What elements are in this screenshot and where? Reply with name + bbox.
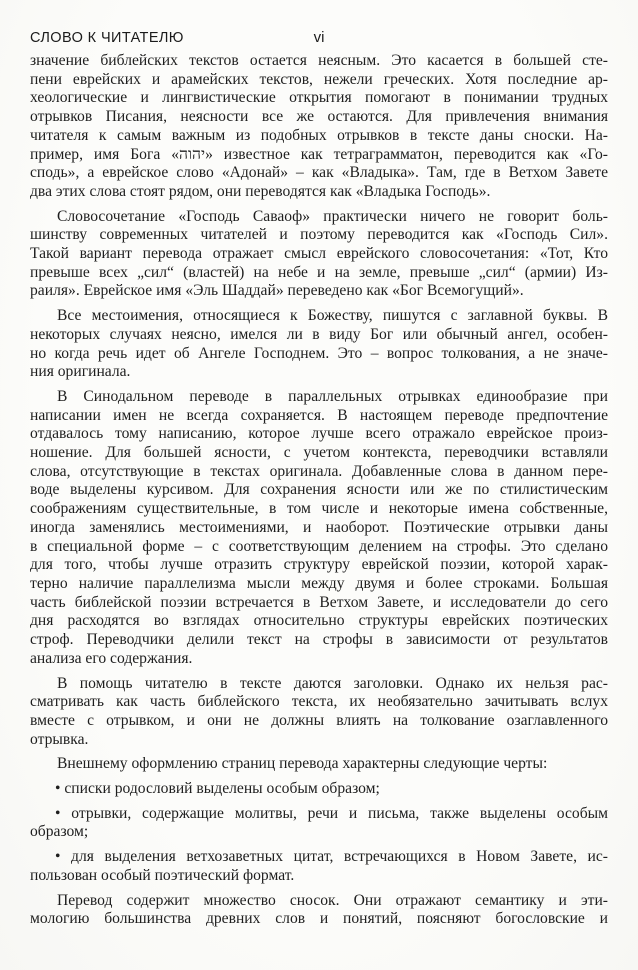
text-line: Внешнему оформлению страниц перевода характерны следующие черты:	[57, 755, 548, 773]
text-line: сподь», а еврейское слово «Адонай» – как «Владыка». Там, где в Ветхом Завете	[30, 164, 608, 182]
text-line: Такой вариант перевода отражает смысл еврейского словосочетания: «Тот, Кто	[30, 245, 608, 263]
text-line: два этих слова стоят рядом, они переводятся как «Владыка Господь».	[30, 182, 491, 200]
text-line: пример, имя Бога «יהוה» известное как тетраграмматон, переводится как «Го-	[30, 145, 608, 163]
text-line: В Синодальном переводе в параллельных отрывках единообразие при	[57, 387, 608, 405]
text-line: Перевод содержит множество сносок. Они отражают семантику и эти-	[57, 891, 608, 909]
text-line: • отрывки, содержащие молитвы, речи и письма, также выделены особым	[55, 804, 608, 822]
paragraph	[30, 755, 608, 774]
text-line: пользован особый поэтический формат.	[30, 866, 295, 884]
paragraph	[30, 388, 608, 669]
text-line: шинству современных читателей и поэтому переводится как «Господь Сил».	[30, 226, 608, 244]
text-line: пени еврейских и арамейских текстов, нежели греческих. Хотя последние ар-	[30, 70, 608, 88]
text-line: отрывков Писания, неясности все же остаются. Для привлечения внимания	[30, 108, 608, 126]
text-line: превыше всех „сил“ (властей) на небе и на земле, превыше „сил“ (армии) Из-	[30, 263, 608, 281]
text-line: в специальной форме – с соответствующим делением на строфы. Это сделано	[30, 537, 608, 555]
text-line: читателя к самым важным из подобных отрывков в тексте даны сноски. На-	[30, 126, 608, 144]
text-line: строф. Переводчики делили текст на строфы в зависимости от результатов	[30, 631, 608, 649]
text-line: написании имен не всегда сохраняется. В настоящем переводе предпочтение	[30, 406, 608, 424]
text-line: для того, чтобы лучше отразить структуру еврейской поэзии, которой харак-	[30, 556, 608, 574]
page-number: vi	[313, 29, 325, 46]
bullet-item	[30, 780, 608, 799]
text-line: соображениям существительные, в том числе и некоторые имена собственные,	[30, 500, 608, 518]
text-line: часть библейской поэзии встречается в Ветхом Завете, и исследователи до сего	[30, 593, 608, 611]
text-line: некоторых случаях неясно, имелся ли в виду Бог или обычный ангел, особен-	[30, 325, 608, 343]
text-line: вместе с отрывком, и они не должны влиять на толкование озаглавленного	[30, 711, 608, 729]
text-line: мологию большинства древних слов и понятий, поясняют богословские и	[30, 910, 608, 928]
running-header-title: СЛОВО К ЧИТАТЕЛЮ	[30, 30, 184, 46]
body-text	[30, 52, 608, 929]
text-line: значение библейских текстов остается неясным. Это касается в большей сте-	[30, 52, 608, 69]
bullet-marker: •	[55, 780, 65, 798]
text-line: дня расходятся во взглядах относительно структуры еврейских поэтических	[30, 612, 608, 630]
text-line: образом;	[30, 823, 89, 841]
text-line: • для выделения ветхозаветных цитат, встречающихся в Новом Завете, ис-	[55, 848, 608, 866]
text-line: Словосочетание «Господь Саваоф» практически ничего не говорит боль-	[57, 207, 608, 225]
text-line: ния оригинала.	[30, 363, 131, 381]
text-line: хеологические и лингвистические открытия помогают в понимании трудных	[30, 89, 608, 107]
text-line: но когда речь идет об Ангеле Господнем. Это – вопрос толкования, а не значе-	[30, 344, 608, 362]
text-line: сматривать как часть библейского текста, их необязательно зачитывать вслух	[30, 693, 608, 711]
text-line: слова, отсутствующие в текстах оригинала. Добавленные слова в данном пере-	[30, 462, 608, 480]
text-line: раиля». Еврейское имя «Эль Шаддай» переведено как «Бог Всемогущий».	[30, 282, 524, 300]
bullet-marker: •	[55, 804, 72, 822]
paragraph	[30, 307, 608, 382]
text-line: ношение. Для большей ясности, с учетом контекста, переводчики вставляли	[30, 444, 608, 462]
text-line: В помощь читателю в тексте даются заголовки. Однако их нельзя рас-	[57, 674, 608, 692]
text-line: воде выделены курсивом. Для сохранения ясности или же по стилистическим	[30, 481, 608, 499]
paragraph	[30, 52, 608, 202]
paragraph	[30, 675, 608, 750]
running-header	[0, 30, 638, 50]
text-line: отдавалось тому написанию, которое лучше всего отражало еврейское произ-	[30, 425, 608, 443]
text-line: терно наличие параллелизма мысли между двумя и более строками. Большая	[30, 574, 608, 592]
bullet-item	[30, 848, 608, 885]
paragraph	[30, 892, 608, 929]
text-line: • списки родословий выделены особым образом;	[55, 780, 380, 798]
text-line: отрывка.	[30, 730, 89, 748]
text-line: иногда заменялись местоимениями, и наоборот. Поэтические отрывки даны	[30, 518, 608, 536]
text-line: Все местоимения, относящиеся к Божеству, пишутся с заглавной буквы. В	[57, 307, 608, 325]
text-line: анализа его содержания.	[30, 649, 193, 667]
bullet-item	[30, 805, 608, 842]
bullet-marker: •	[55, 848, 72, 866]
paragraph	[30, 208, 608, 302]
